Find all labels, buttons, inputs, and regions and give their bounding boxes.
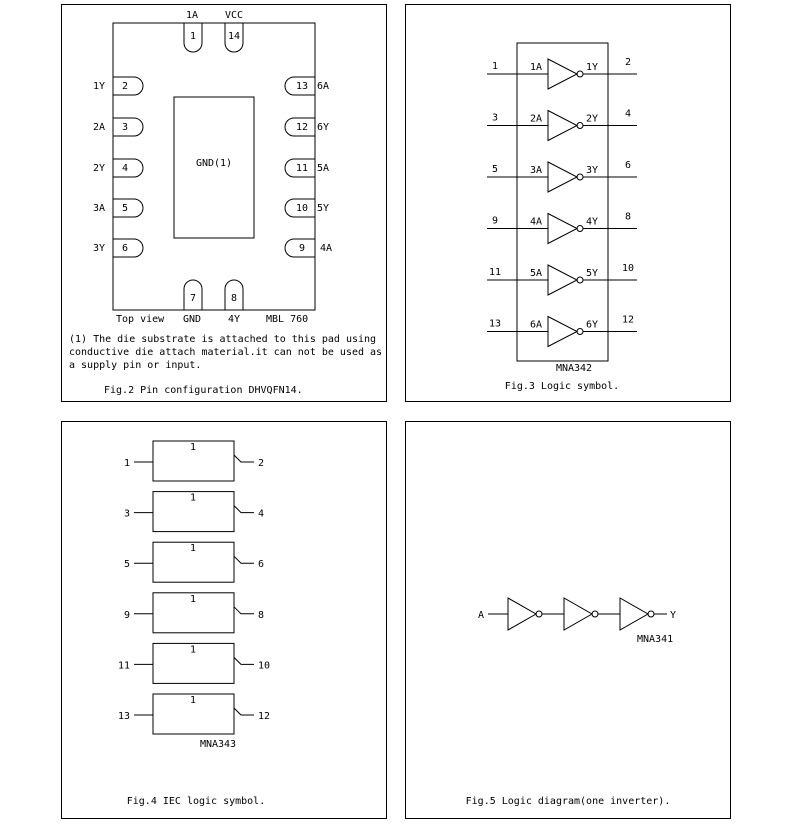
left-pin-name: 3Y xyxy=(92,243,105,254)
right-pin-name: 4A xyxy=(320,243,333,254)
fig5-stage-3 xyxy=(620,598,648,630)
fig2-note-line-1: (1) The die substrate is attached to this pad using xyxy=(69,334,377,345)
fig3-input-label: 5A xyxy=(530,268,543,279)
fig4-qualifier: 1 xyxy=(189,644,197,656)
fig4-code: MNA343 xyxy=(199,739,237,750)
fig4-output-pin: 10 xyxy=(258,660,271,672)
bottom-pin-name-4y: 4Y xyxy=(227,314,241,325)
fig4-output-pin: 2 xyxy=(258,458,265,469)
right-pin-number: 10 xyxy=(295,203,309,214)
right-pin-number: 9 xyxy=(298,243,306,254)
fig3-output-label: 5Y xyxy=(586,268,599,279)
left-pin-name: 3A xyxy=(92,203,105,214)
fig3-input-pin: 13 xyxy=(488,318,502,330)
pin-1-number: 1 xyxy=(189,31,197,42)
left-pin-number: 4 xyxy=(121,163,129,174)
fig3-input-pin: 5 xyxy=(491,164,499,175)
fig3-input-label: 3A xyxy=(530,165,543,176)
fig3-output-pin: 4 xyxy=(624,108,632,120)
fig3-input-pin: 11 xyxy=(488,267,502,278)
left-pin-name: 1Y xyxy=(92,81,105,92)
fig4-output-pin: 12 xyxy=(258,711,271,722)
fig3-output-label: 6Y xyxy=(586,319,599,331)
left-pin-name: 2A xyxy=(92,122,105,133)
fig3-input-label: 2A xyxy=(530,113,543,125)
top-pin-name-vcc: VCC xyxy=(224,10,244,21)
left-pin-number: 6 xyxy=(121,243,129,254)
right-pin-name: 6A xyxy=(317,81,330,92)
fig4-qualifier: 1 xyxy=(189,695,197,706)
fig2-note-line-2: conductive die attach material.it can not be used as xyxy=(69,347,383,358)
left-pin-number: 5 xyxy=(121,203,129,214)
fig3-input-label: 1A xyxy=(530,62,543,73)
left-pin-number: 3 xyxy=(121,122,129,133)
fig5-caption: Fig.5 Logic diagram(one inverter). xyxy=(465,796,671,807)
fig4-input-pin: 1 xyxy=(123,458,130,469)
fig2-code: MBL 760 xyxy=(266,314,309,325)
ground-pad-label: GND(1) xyxy=(195,158,233,169)
fig4-output-pin: 6 xyxy=(258,559,265,571)
fig4-output-pin: 4 xyxy=(258,508,265,520)
fig2-note-line-3: a supply pin or input. xyxy=(69,360,202,371)
fig5-stage-1 xyxy=(508,598,536,630)
left-pin-name: 2Y xyxy=(92,163,105,174)
fig3-input-label: 4A xyxy=(530,216,543,228)
fig3-output-pin: 10 xyxy=(621,263,635,274)
fig3-output-label: 4Y xyxy=(586,216,599,228)
fig4-caption: Fig.4 IEC logic symbol. xyxy=(126,796,266,807)
fig4-qualifier: 1 xyxy=(189,492,197,504)
fig5-output-label: Y xyxy=(670,610,677,621)
fig3-output-pin: 6 xyxy=(624,160,632,171)
fig4-input-pin: 13 xyxy=(117,711,130,722)
fig4-output-pin: 8 xyxy=(258,609,265,621)
fig4-input-pin: 5 xyxy=(123,559,130,571)
right-pin-number: 11 xyxy=(295,163,309,174)
pin-14-number: 14 xyxy=(227,31,241,42)
fig3-input-pin: 3 xyxy=(491,112,499,124)
fig3-output-label: 2Y xyxy=(586,113,599,125)
fig3-input-pin: 1 xyxy=(491,61,499,72)
left-pin-number: 2 xyxy=(121,81,129,92)
fig3-caption: Fig.3 Logic symbol. xyxy=(504,381,620,392)
fig3-output-pin: 12 xyxy=(621,314,635,326)
top-pin-name-1A: 1A xyxy=(185,10,199,21)
fig3-input-label: 6A xyxy=(530,319,543,331)
right-pin-name: 5Y xyxy=(317,203,330,214)
fig4-qualifier: 1 xyxy=(189,543,197,555)
fig5-stage-2 xyxy=(564,598,592,630)
right-pin-number: 12 xyxy=(295,122,309,133)
fig4-input-pin: 3 xyxy=(123,508,130,520)
top-view-label: Top view xyxy=(116,314,165,325)
pin-8-number: 8 xyxy=(230,293,238,304)
fig2-caption: Fig.2 Pin configuration DHVQFN14. xyxy=(104,385,303,396)
fig3-output-pin: 2 xyxy=(624,57,632,68)
right-pin-name: 6Y xyxy=(317,122,330,133)
fig3-output-pin: 8 xyxy=(624,211,632,223)
fig3-output-label: 1Y xyxy=(586,62,599,73)
pin-7-number: 7 xyxy=(189,293,197,304)
fig4-qualifier: 1 xyxy=(189,442,197,453)
right-pin-number: 13 xyxy=(295,81,309,92)
fig5-code: MNA341 xyxy=(637,634,674,645)
fig4-input-pin: 9 xyxy=(123,609,130,621)
fig3-code: MNA342 xyxy=(555,363,593,374)
fig4-qualifier: 1 xyxy=(189,593,197,605)
fig5-input-label: A xyxy=(478,610,485,621)
fig3-output-label: 3Y xyxy=(586,165,599,176)
fig3-input-pin: 9 xyxy=(491,215,499,227)
right-pin-name: 5A xyxy=(317,163,330,174)
bottom-pin-name-gnd: GND xyxy=(182,314,202,325)
fig4-input-pin: 11 xyxy=(117,660,130,672)
